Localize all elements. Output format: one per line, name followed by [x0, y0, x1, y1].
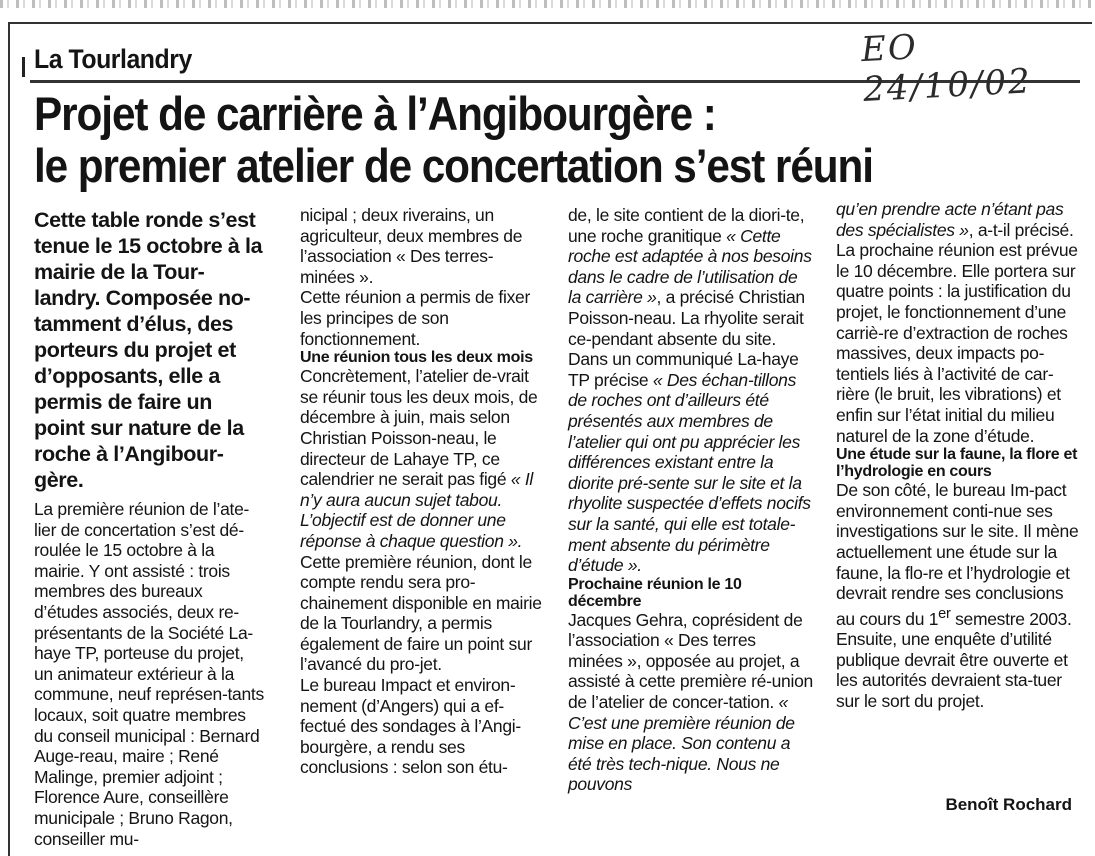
col3-p3-quote: « C’est une première réunion de mise en place. Son contenu a été très tech-nique. Nous ne pouvons — [568, 692, 795, 795]
col4-p3 — [836, 480, 1081, 711]
col3-p1-quote: « Cette roche est adaptée à nos besoins dans le cadre de l’utilisation de la carrière » — [568, 225, 812, 308]
col3-p1-text: de, le site contient de la diori-te, une roche granitique — [568, 205, 805, 246]
column-4 — [836, 199, 1081, 711]
col4-p1-text: , a-t-il précisé. — [968, 219, 1074, 240]
col2-p5: Le bureau Impact et environ-nement (d’Angers) qui a ef-fectué des sondages à l’Angi-bourgère, a rendu ses conclusions : selon son étu- — [300, 675, 521, 778]
column-3 — [568, 205, 813, 795]
col3-p3 — [568, 610, 813, 795]
author-byline: Benoît Rochard — [945, 795, 1072, 814]
col4-subhead: Une étude sur la faune, la flore et l’hydrologie en cours — [836, 446, 1078, 481]
col2-subhead: Une réunion tous les deux mois — [300, 349, 533, 367]
col2-p3 — [300, 366, 545, 551]
handwritten-date: EO 24/10/02 — [860, 27, 1033, 111]
col2-p4: Cette première réunion, dont le compte rendu sera pro-chainement disponible en mairie de la Tourlandry, a permis également de faire un point sur l’avancé du pro-jet. — [300, 551, 542, 675]
col2-p3-text: Concrètement, l’atelier de-vrait se réunir tous les deux mois, de décembre à juin, mais selon Christian Poisson-neau, le directeur de Lahaye TP, ce calendrier ne serait pas figé — [300, 366, 538, 490]
col1-body: La première réunion de l’ate-lier de concertation s’est dé-roulée le 15 octobre à la mairie. Y ont assisté : trois membres des bureaux d’études associés, deux re-présentants de la Société La-haye TP, porteuse du projet, un animateur extérieur à la commune, neuf représen-tants locaux, soit quatre membres du conseil municipal : Bernard Auge-reau, maire ; René Malinge, premier adjoint ; Florence Aure, conseillère municipale ; Bruno Ragon, conseiller mu- — [34, 499, 264, 849]
col4-p2: La prochaine réunion est prévue le 10 décembre. Elle portera sur quatre points : la justification du projet, le fonctionnement d’une carriè-re d’extraction de roches massives, deux impacts po-tentiels liés à l’activité de car-rière (le bruit, les vibrations) et enfin sur l’état initial du milieu naturel de la zone d’étude. — [836, 240, 1078, 446]
col4-p1 — [836, 199, 1081, 240]
col4-p3-sup: er — [938, 605, 951, 622]
col3-p1 — [568, 205, 813, 349]
section-label: La Tourlandry — [34, 44, 192, 74]
col3-subhead: Prochaine réunion le 10 décembre — [568, 575, 742, 610]
col4-p3-end: semestre 2003. Ensuite, une enquête d’utilité publique devrait être ouverte et les autorités devraient sta-tuer sur le sort du projet. — [836, 608, 1072, 711]
col3-p2-quote: « Des échan-tillons de roches ont d’ailleurs été présentés aux membres de l’atelier qui ont pu apprécier les différences existant entre la diorite pré-sente sur le site et la rhyolite suspectée d’effets nocifs sur la santé, qui elle est totale-ment absente du périmètre d’étude ». — [568, 369, 811, 576]
headline-line-1: Projet de carrière à l’Angibourgère : — [34, 87, 716, 140]
col3-p1-end: , a précisé Christian Poisson-neau. La rhyolite serait ce-pendant absente du site. — [568, 287, 805, 349]
scan-edge-noise — [0, 0, 1095, 8]
col3-p2-text: Dans un communiqué La-haye TP précise — [568, 349, 799, 390]
headline — [34, 88, 988, 192]
headline-line-2: le premier atelier de concertation s’est réuni — [34, 139, 873, 192]
col4-p1-quote: qu’en prendre acte n’étant pas des spécialistes » — [836, 199, 1064, 240]
chapo: Cette table ronde s’est tenue le 15 octobre à la mairie de la Tour-landry. Composée no-tamment d’élus, des porteurs du projet et d’opposants, elle a permis de faire un point sur nature de la roche à l’Angibour-gère. — [34, 208, 263, 492]
col4-p3-text: De son côté, le bureau Im-pact environnement conti-nue ses investigations sur le site. Il mène actuellement une étude sur la faune, la flo-re et l’hydrologie et devrait rendre ses conclusions au cours du 1 — [836, 480, 1079, 629]
col2-p3-quote: « Il n’y aura aucun sujet tabou. L’objectif est de donner une réponse à chaque question ». — [300, 469, 534, 551]
col3-p2 — [568, 349, 813, 576]
col3-p3-text: Jacques Gehra, coprésident de l’association « Des terres minées », opposée au projet, a assisté à cette première ré-union de l’atelier de concer-tation. — [568, 609, 813, 713]
col2-p1: nicipal ; deux riverains, un agriculteur, deux membres de l’association « Des terres-minées ». — [300, 205, 523, 287]
section-marker — [22, 57, 25, 77]
col2-p2: Cette réunion a permis de fixer les principes de son fonctionnement. — [300, 287, 530, 349]
column-2 — [300, 205, 545, 778]
column-1 — [34, 207, 264, 849]
